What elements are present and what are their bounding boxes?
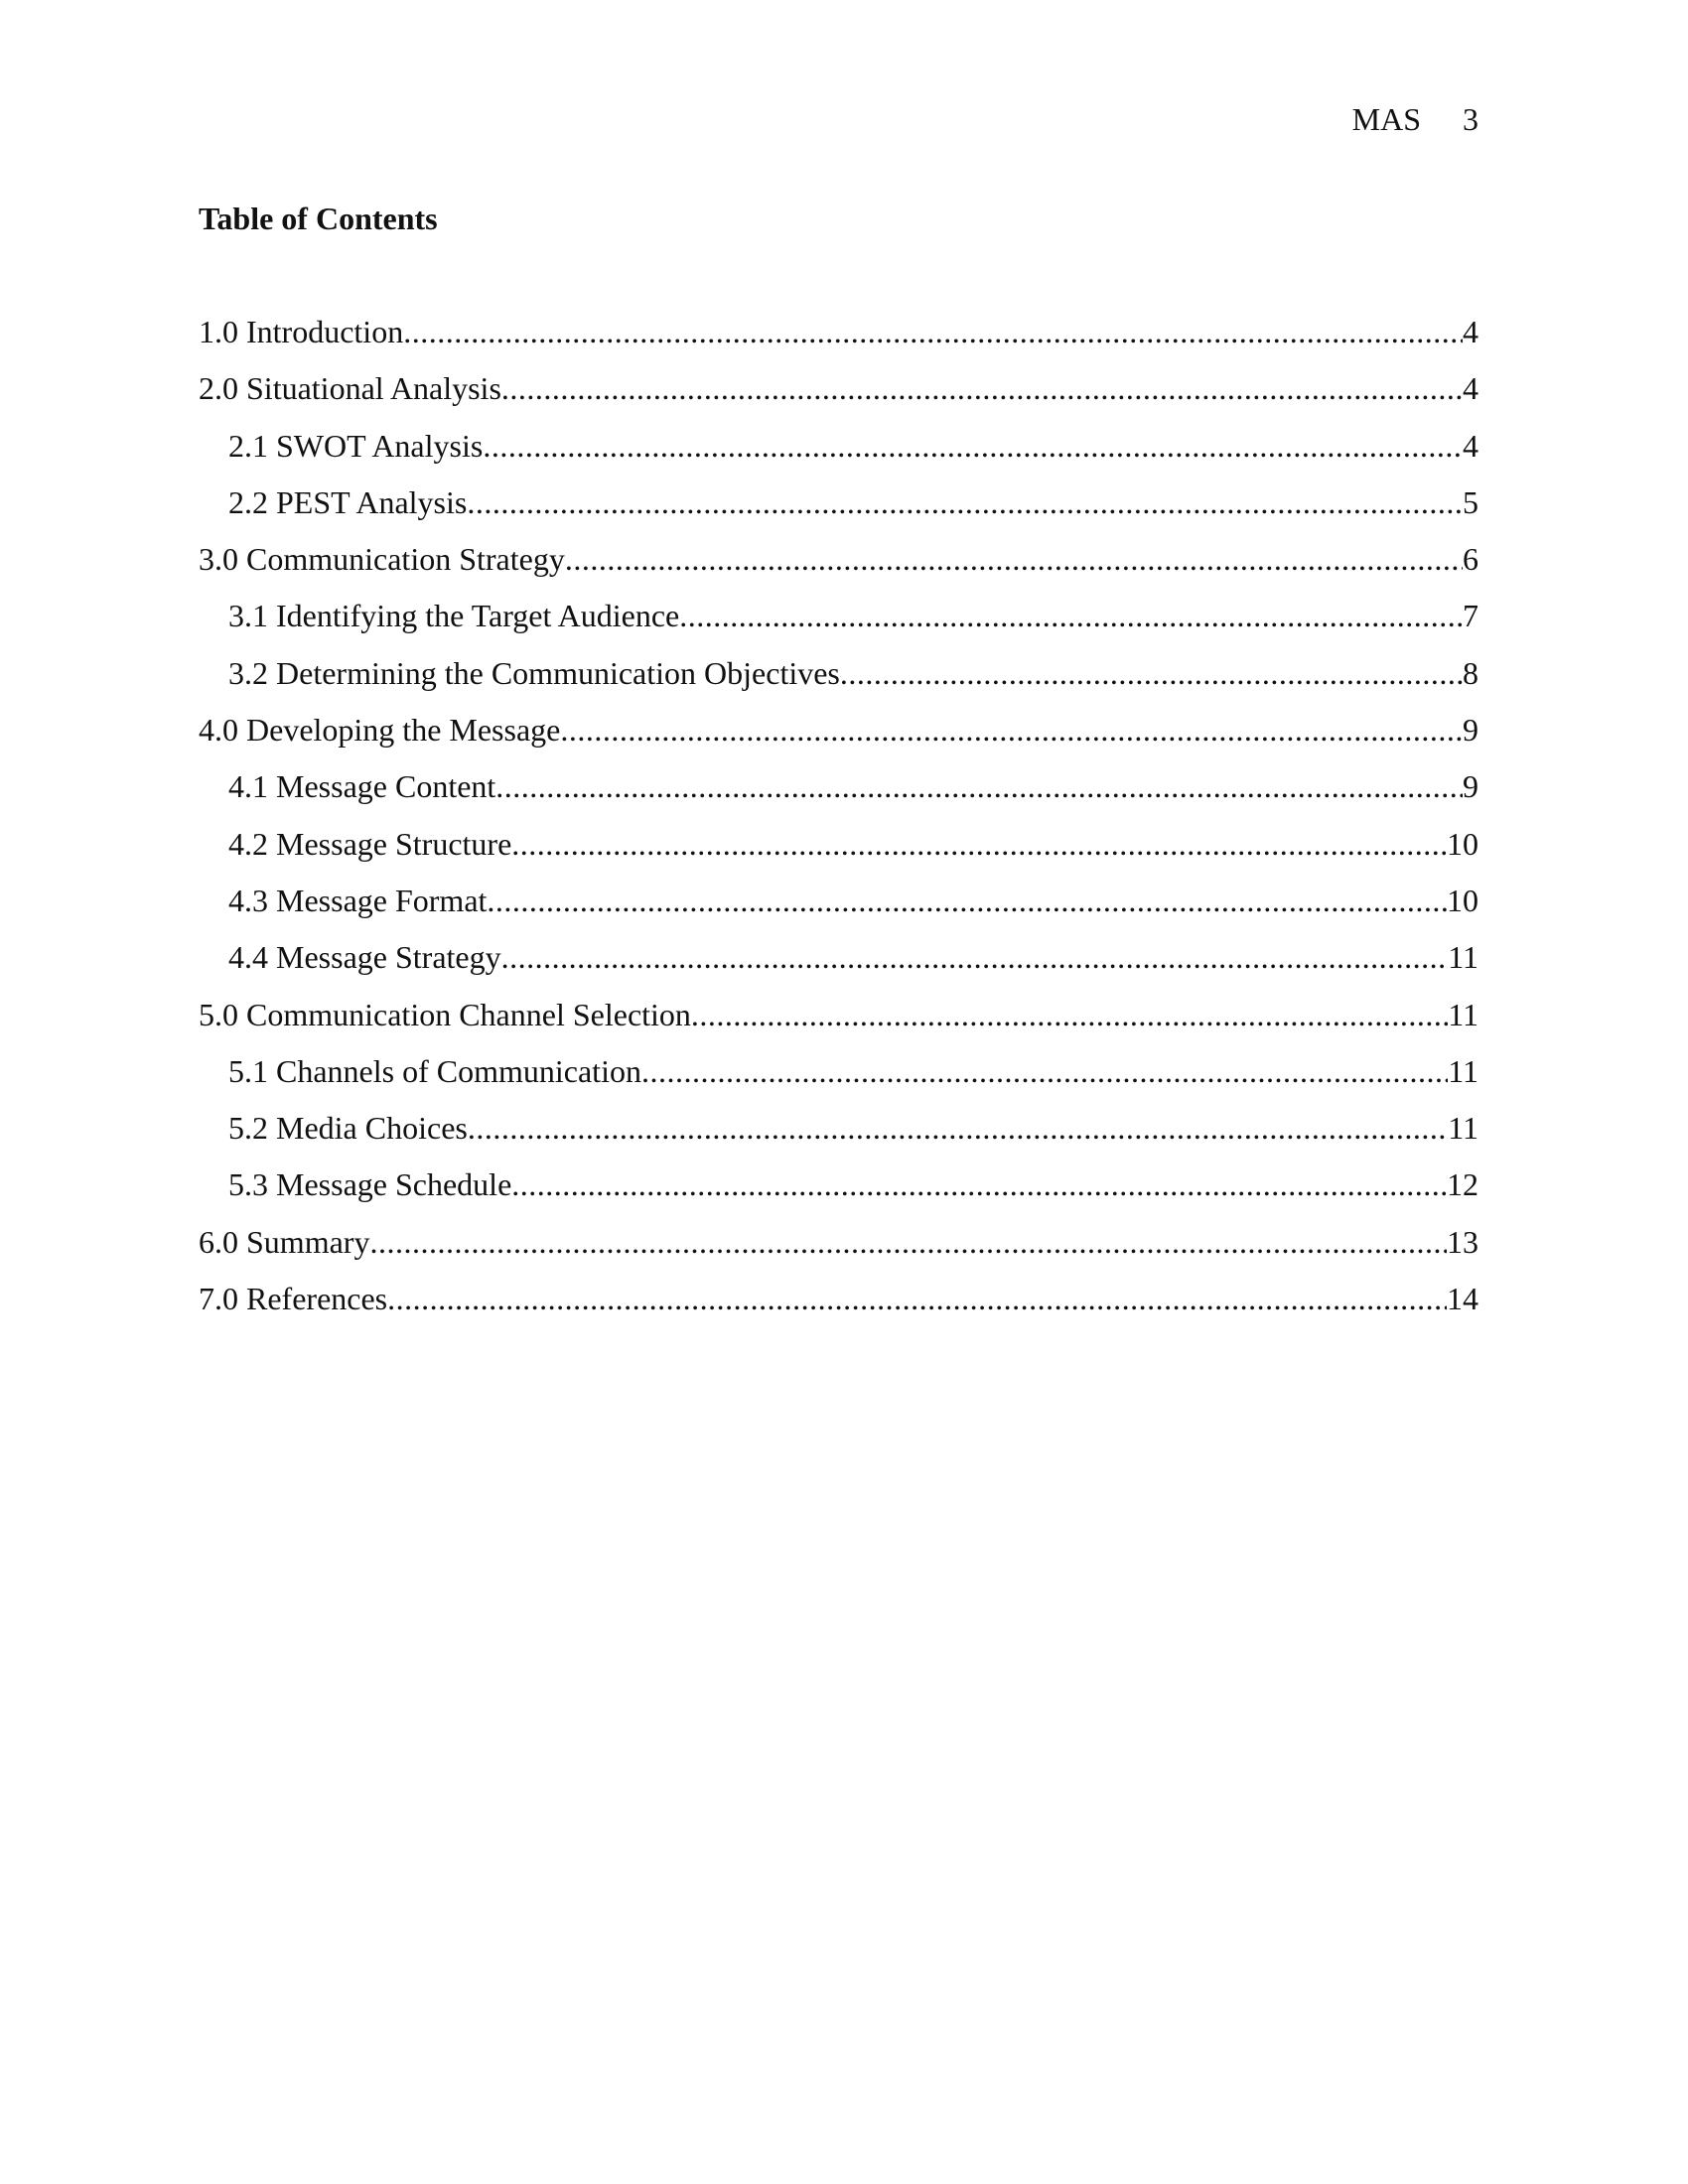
toc-entry-page-number: 11 bbox=[1448, 1052, 1478, 1089]
running-head-title: MAS bbox=[1351, 101, 1421, 137]
toc-dot-leader bbox=[387, 1279, 1447, 1318]
toc-entry[interactable] bbox=[199, 881, 1478, 937]
toc-entry-label: 7.0 References bbox=[199, 1281, 388, 1317]
toc-entry-page-number: 11 bbox=[1448, 939, 1478, 976]
toc-entry-page-number: 12 bbox=[1447, 1166, 1478, 1203]
toc-entry-label: 6.0 Summary bbox=[199, 1223, 370, 1260]
toc-entry-label: 4.2 Message Structure bbox=[228, 825, 512, 862]
toc-entry-page-number: 6 bbox=[1463, 541, 1478, 578]
toc-entry-label: 4.4 Message Strategy bbox=[228, 939, 501, 976]
toc-entry[interactable] bbox=[199, 1051, 1478, 1108]
toc-entry-label: 2.2 PEST Analysis bbox=[228, 483, 468, 520]
toc-entry-label: 2.1 SWOT Analysis bbox=[228, 427, 484, 464]
toc-entry-page-number: 4 bbox=[1463, 314, 1478, 349]
toc-entry-page-number: 14 bbox=[1447, 1281, 1478, 1317]
toc-dot-leader bbox=[501, 368, 1463, 408]
toc-entry[interactable] bbox=[199, 824, 1478, 881]
toc-entry[interactable] bbox=[199, 1164, 1478, 1221]
toc-title: Table of Contents bbox=[199, 201, 438, 236]
toc-dot-leader bbox=[487, 881, 1447, 920]
toc-entry[interactable] bbox=[199, 1108, 1478, 1164]
toc-entry[interactable] bbox=[199, 710, 1478, 766]
toc-entry-page-number: 8 bbox=[1463, 654, 1478, 691]
toc-dot-leader bbox=[511, 1164, 1447, 1204]
toc-entry-label: 3.2 Determining the Communication Objectives bbox=[228, 654, 840, 691]
toc-dot-leader bbox=[641, 1051, 1448, 1091]
toc-entry-label: 5.3 Message Schedule bbox=[228, 1166, 512, 1203]
toc-entry-label: 3.0 Communication Strategy bbox=[199, 541, 565, 578]
toc-entry-page-number: 9 bbox=[1463, 712, 1478, 749]
toc-entry-page-number: 5 bbox=[1463, 483, 1478, 520]
toc-entry-page-number: 13 bbox=[1447, 1223, 1478, 1260]
toc-entry-page-number: 4 bbox=[1463, 370, 1478, 407]
toc-entry-label: 5.0 Communication Channel Selection bbox=[199, 996, 691, 1032]
toc-entry-page-number: 9 bbox=[1463, 768, 1478, 805]
toc-entry[interactable] bbox=[199, 482, 1478, 539]
toc-entry-label: 5.1 Channels of Communication bbox=[228, 1052, 641, 1089]
toc-entry-label: 5.2 Media Choices bbox=[228, 1110, 468, 1147]
toc-entry-page-number: 10 bbox=[1447, 825, 1478, 862]
toc-entry[interactable] bbox=[199, 312, 1478, 368]
toc-entry[interactable] bbox=[199, 653, 1478, 710]
toc-entry-label: 4.0 Developing the Message bbox=[199, 712, 561, 749]
toc-entry[interactable] bbox=[199, 995, 1478, 1051]
toc-entry[interactable] bbox=[199, 937, 1478, 994]
toc-entry[interactable] bbox=[199, 1222, 1478, 1279]
toc-entry-label: 4.1 Message Content bbox=[228, 768, 496, 805]
toc-dot-leader bbox=[369, 1222, 1447, 1262]
toc-dot-leader bbox=[495, 766, 1463, 806]
toc-dot-leader bbox=[840, 653, 1463, 693]
toc-entry[interactable] bbox=[199, 539, 1478, 596]
toc-entry[interactable] bbox=[199, 596, 1478, 652]
toc-dot-leader bbox=[468, 1108, 1448, 1148]
toc-dot-leader bbox=[679, 596, 1463, 635]
toc-entry-label: 4.3 Message Format bbox=[228, 882, 488, 918]
toc-entry-label: 3.1 Identifying the Target Audience bbox=[228, 598, 680, 634]
toc-dot-leader bbox=[467, 482, 1463, 522]
toc-entry-label: 2.0 Situational Analysis bbox=[199, 370, 501, 407]
toc-dot-leader bbox=[483, 426, 1463, 466]
toc-entry-page-number: 4 bbox=[1463, 427, 1478, 464]
toc-entry[interactable] bbox=[199, 1279, 1478, 1335]
toc-dot-leader bbox=[691, 995, 1448, 1034]
toc-entry-page-number: 11 bbox=[1448, 1110, 1478, 1147]
toc-entry[interactable] bbox=[199, 766, 1478, 823]
toc-dot-leader bbox=[511, 824, 1447, 864]
toc-entry-page-number: 7 bbox=[1463, 598, 1478, 634]
toc-entry-label: 1.0 Introduction bbox=[199, 314, 404, 349]
toc-dot-leader bbox=[403, 312, 1463, 351]
page-number: 3 bbox=[1463, 101, 1478, 137]
toc-entry-page-number: 10 bbox=[1447, 882, 1478, 918]
toc-entry-page-number: 11 bbox=[1448, 996, 1478, 1032]
toc-entry[interactable] bbox=[199, 368, 1478, 425]
toc-dot-leader bbox=[501, 937, 1449, 977]
toc-entry[interactable] bbox=[199, 426, 1478, 482]
running-head bbox=[1352, 99, 1478, 139]
toc-list bbox=[199, 312, 1478, 1335]
toc-dot-leader bbox=[565, 539, 1463, 579]
toc-dot-leader bbox=[560, 710, 1463, 750]
